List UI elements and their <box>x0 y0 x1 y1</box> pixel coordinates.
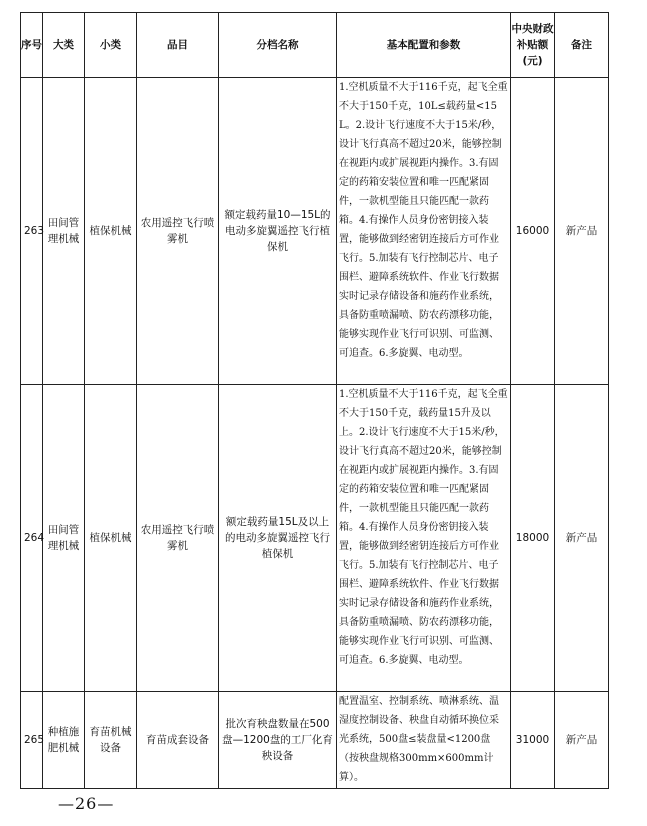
table-row <box>21 78 609 385</box>
cell-remark: 新产品 <box>555 692 609 789</box>
header-config: 基本配置和参数 <box>337 13 511 78</box>
cell-subcategory: 育苗机械设备 <box>85 692 137 789</box>
cell-remark: 新产品 <box>555 385 609 692</box>
header-grade-name: 分档名称 <box>219 13 337 78</box>
cell-seq: 265 <box>21 692 43 789</box>
header-category: 大类 <box>43 13 85 78</box>
header-row <box>21 13 609 78</box>
header-subsidy: 中央财政补贴额(元) <box>511 13 555 78</box>
cell-config: 配置温室、控制系统、喷淋系统、温湿度控制设备、秧盘自动循环换位采光系统，500盘≤装盘量<1200盘（按秧盘规格300mm×600mm计算）。 <box>337 692 511 789</box>
header-item: 品目 <box>137 13 219 78</box>
page-number: —26— <box>58 794 115 813</box>
cell-subsidy: 31000 <box>511 692 555 789</box>
cell-category: 田间管理机械 <box>43 78 85 385</box>
cell-item: 农用遥控飞行喷雾机 <box>137 78 219 385</box>
table-row <box>21 385 609 692</box>
cell-remark: 新产品 <box>555 78 609 385</box>
cell-grade-name: 批次育秧盘数量在500盘—1200盘的工厂化育秧设备 <box>219 692 337 789</box>
cell-subsidy: 18000 <box>511 385 555 692</box>
subsidy-table <box>20 12 609 789</box>
cell-config: 1.空机质量不大于116千克，起飞全重不大于150千克，10L≤载药量<15L。2.设计飞行速度不大于15米/秒，设计飞行真高不超过20米，能够控制在视距内或扩展视距内操作。3.有固定的药箱安装位置和唯一匹配紧固件，一款机型能且只能匹配一款药箱。4.有操作人员身份密钥接入装置，能够做到经密钥连接后方可作业飞行。5.加装有飞行控制芯片、电子围栏、避障系统软件、作业飞行数据实时记录存储设备和施药作业系统，具备防重喷漏喷、防农药漂移功能，能够实现作业飞行可识别、可监测、可追查。6.多旋翼、电动型。 <box>337 78 511 385</box>
cell-grade-name: 额定载药量15L及以上的电动多旋翼遥控飞行植保机 <box>219 385 337 692</box>
cell-subcategory: 植保机械 <box>85 385 137 692</box>
cell-item: 农用遥控飞行喷雾机 <box>137 385 219 692</box>
header-subcategory: 小类 <box>85 13 137 78</box>
cell-item: 育苗成套设备 <box>137 692 219 789</box>
cell-seq: 263 <box>21 78 43 385</box>
cell-category: 田间管理机械 <box>43 385 85 692</box>
cell-category: 种植施肥机械 <box>43 692 85 789</box>
cell-grade-name: 额定载药量10—15L的电动多旋翼遥控飞行植保机 <box>219 78 337 385</box>
table-row <box>21 692 609 789</box>
header-remark: 备注 <box>555 13 609 78</box>
cell-config: 1.空机质量不大于116千克，起飞全重不大于150千克，载药量15升及以上。2.设计飞行速度不大于15米/秒，设计飞行真高不超过20米，能够控制在视距内或扩展视距内操作。3.有固定的药箱安装位置和唯一匹配紧固件，一款机型能且只能匹配一款药箱。4.有操作人员身份密钥接入装置，能够做到经密钥连接后方可作业飞行。5.加装有飞行控制芯片、电子围栏、避障系统软件、作业飞行数据实时记录存储设备和施药作业系统，具备防重喷漏喷、防农药漂移功能，能够实现作业飞行可识别、可监测、可追查。6.多旋翼、电动型。 <box>337 385 511 692</box>
header-seq: 序号 <box>21 13 43 78</box>
cell-subcategory: 植保机械 <box>85 78 137 385</box>
cell-subsidy: 16000 <box>511 78 555 385</box>
cell-seq: 264 <box>21 385 43 692</box>
